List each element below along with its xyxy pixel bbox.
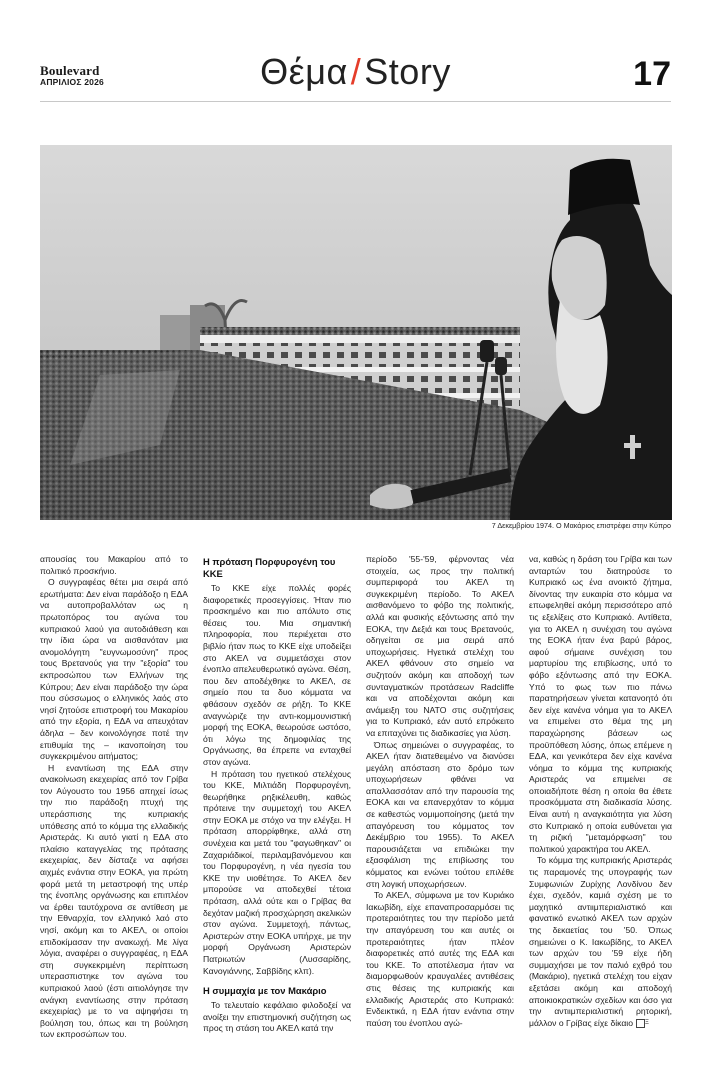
issue-date: ΑΠΡΙΛΙΟΣ 2026 [40,77,104,87]
paragraph: Το ΚΚΕ είχε πολλές φορές διαφορετικές προσεγγίσεις. Ήταν πιο προσκημένο και πιο απόλυτο στις θέσεις του. Μια σημαντική πληροφορία, που περιέχεται στο βιβλίο ήταν πως το ΚΚΕ είχε υποδείξει στο ΑΚΕΛ να συμμετάσχει στον ένοπλο απελευθερωτικό αγώνα. Θέση, που δεν αποδέχθηκε το ΑΚΕΛ, σε σημείο που τα δυο κόμματα να φθάσουν σχεδόν σε ρήξη. Το ΚΚΕ αναγνώριζε την αντι-κομμουνιστική μορφή της ΕΟΚΑ, θεωρούσε ωστόσο, ότι λόγω της δημοφιλίας της Οργάνωσης, θα έπρεπε να ενταχθεί στον αγώνα. [203,583,351,767]
paragraph: Όπως σημειώνει ο συγγραφέας, το ΑΚΕΛ ήταν διατεθειμένο να διανύσει μεγάλη απόσταση στο δρόμο των υποχωρήσεων φθάνει να απαλλασσόταν από την παρουσία της ΕΟΚΑ και να επανερχόταν το κόμμα σε καθεστώς νομιμοποίησης (μετά την απαγόρευση του κόμματος τον Δεκέμβριο του 1955). Το ΑΚΕΛ παρουσιάζεται να επιδιώκει την εξασφάλιση της επιβίωσης του κόμματος και ενώνει τούτου επιλέθε στη λογική υποχωρήσεων. [366,739,514,889]
paragraph: Ο συγγραφέας θέτει μια σειρά από ερωτήματα: Δεν είναι παράδοξο η ΕΔΑ να αυτοπροβαλλόταν ως η πρωτοπόρος του αγώνα του κυπριακού λαού για αυτοδιάθεση και την ίδια ώρα να αισθανόταν μια ανομολόγητη "ευγνωμοσύνη" προς τους Βρετανούς για την "εξορία" του εκπροσώπου των Ελλήνων της Κύπρου; Δεν είναι παράδοξο την ώρα που σύσσωμος ο ελληνικός λαός στο νησί ζητούσε επιστροφή του Μακαρίου από την εξορία, η ΕΔΑ να απευχόταν άδηλα – δεν κοινολόγησε ποτέ την επιθυμία της – ικανοποίηση του συγκεκριμένου αιτήματος; [40,577,188,762]
hero-photo-illustration [40,145,672,520]
section-title-greek: Θέμα [260,51,348,92]
paragraph: περίοδο '55-'59, φέρνοντας νέα στοιχεία, ως προς την πολιτική συμπεριφορά του ΑΚΕΛ τη συγκεκριμένη περίοδο. Το ΑΚΕΛ αισθανόμενο το φόβο της πολιτικής, αλλά και φυσικής εξόντωσης από την ΕΟΚΑ, την Δεξιά και τους Βρετανούς, οδηγείται σε μια σειρά από υποχωρήσεις. Ηγετικά στελέχη του ΑΚΕΛ φθάνουν στο σημείο να συζητούν ακόμη και αποδοχή των συνταγματικών προτάσεων Radcliffe και να αποδέχονται ακόμη και ανάμειξη του ΝΑΤΟ στις συζητήσεις για το Κυπριακό, εάν αυτό επρόκειτο να επιταχύνει τις διαδικασίες για λύση. [366,554,514,738]
article-end-icon: Ξ [636,1019,645,1028]
magazine-brand: Boulevard [40,63,100,78]
header-divider [40,101,671,102]
paragraph: Το τελευταίο κεφάλαιο φιλοδοξεί να ανοίξει την επιστημονική συζήτηση ως προς τη στάση του ΑΚΕΛ κατά την [203,1000,351,1034]
article-column-2 [203,554,351,1074]
page-number: 17 [633,55,671,93]
paragraph: Η εναντίωση της ΕΔΑ στην ανακοίνωση εκεχειρίας από τον Γρίβα τον Αύγουστο του 1956 απηχεί ίσως την πιο παράδοξη πτυχή της υπεράσπισης της κυπριακής υπόθεσης από το κόμμα της ελλαδικής Αριστεράς. Κι αυτό γιατί η ΕΔΑ στο πλαίσιο καταγγελίας της πρότασης εκεχειρίας, δεν δίσταζε να αφήσει αιχμές ενάντια στην ΕΟΚΑ, για πρώτη φορά μετά τη μεταστροφή της υπέρ της ένοπλης οργάνωσης και επιπλέον να έρθει ταυτόχρονα σε αντίθεση με την Εθναρχία, τον ελληνικό λαό στο νησί, ακόμη και το ΑΚΕΛ, οι οποίοι επιδοκίμασαν την ανακωχή. Με λίγα λόγια, αναφέρει ο συγγραφέας, η ΕΔΑ στη συγκεκριμένη περίπτωση υπερασπιστηκε τον αγώνα του κυπριακού λαού (έστι αιτιολόγησε την ανάγκη εναντίωσης στην πρόταση εκεχειρίας) με το να αψηφήσει τη βούληση του, όπως και τη βούληση των εκπροσώπων του. [40,762,188,1040]
paragraph-text: Το κόμμα της κυπριακής Αριστεράς τις παραμονές της υπογραφής των Συμφωνιών Ζυρίχης Λονδίνου δεν έχει, σχεδόν, καμιά σχέση με το μαχητικό αντιιμπεριαλιστικό και φανατικό ενωτικό ΑΚΕΛ των αρχών της δεκαετίας του '50. Όπως σημειώνει ο Κ. Ιακωβίδης, το ΑΚΕΛ των αρχών του '59 είχε ήδη συμμαχήσει με τον παλιό εχθρό του (Μακάριο), ηγετικά στελέχη του είχαν εξετάσει ακόμη και αποδοχή αποικιοκρατικών σχεδίων και όσο για την αντιιμπεριαλιστική ρητορική, μάλλον ο Γρίβας είχε δίκαιο [529,855,672,1028]
article-column-1 [40,554,188,1074]
article-column-3 [366,554,514,1074]
section-title-slash: / [350,51,362,92]
paragraph [529,855,672,1029]
hero-photo [40,145,672,520]
article-column-4 [529,554,672,1074]
paragraph: απουσίας του Μακαρίου από το πολιτικό προσκήνιο. [40,554,188,576]
photo-caption: 7 Δεκεμβρίου 1974. Ο Μακάριος επιστρέφει στην Κύπρο [491,521,671,530]
section-title-english: Story [364,51,451,92]
paragraph: να, καθώς η δράση του Γρίβα και των ανταρτών του διατηρούσε το Κυπριακό ως ένα ανοικτό ζήτημα, δίνοντας την ευκαιρία στο κόμμα να επωφεληθεί ακόμη περισσότερο από τις εξελίξεις στο Κυπριακό. Αντίθετα, για το ΑΚΕΛ η συνέχιση του αγώνα της ΕΟΚΑ ήταν ένα βαρύ βάρος, αφού σήμαινε συνέχιση του μαρτυρίου της επιβίωσης, υπό το φόβο εξόντωσης από την ΕΟΚΑ. Υπό το φως των πιο πάνω παρατηρήσεων γίνεται κατανοητό ότι δεν είχε κανένα νόημα για το ΑΚΕΛ να επιμείνει στο θέμα της μη παραχώρησης βάσεων ως προϋπόθεση λύσης, όπως επέμενε η ΕΔΑ, και γενικότερα δεν είχε κανένα νόημα το κόμμα της κυπριακής Αριστεράς να επιμείνει σε οποιαδήποτε θέση η οποία θα έθετε προσκόμματα στη διαδικασία λύσης. Είναι αυτή η αναγκαιότητα για λύση στο Κυπριακό η οποία ευθύνεται για τη ριζική "μεταμόρφωση" του πολιτικού χαρακτήρα του ΑΚΕΛ. [529,554,672,854]
paragraph: Το ΑΚΕΛ, σύμφωνα με τον Κυριάκο Ιακωβίδη, είχε επαναπροσαρμόσει τις προτεραιότητες του την περίοδο μετά την απαγόρευση του και αυτές οι προτεραιότητες ήταν πλέον διαφορετικές από αυτές της ΕΔΑ και του ΚΚΕ. Το αποτέλεσμα ήταν να διαμορφωθούν κραυγαλέες αντιθέσεις στις θέσεις της κυπριακής και ελλαδικής Αριστεράς στο Κυπριακό: Ενδεικτικά, η ΕΔΑ ήταν ενάντια στην παύση του ένοπλου αγώ- [366,890,514,1028]
subheading-porfyrogenis-proposal: Η πρόταση Πορφυρογένη του ΚΚΕ [203,556,336,579]
subheading-alliance-makarios: Η συμμαχία με τον Μακάριο [203,985,327,997]
section-title [0,50,711,94]
paragraph: Η πρόταση του ηγετικού στελέχους του ΚΚΕ, Μιλτιάδη Πορφυρογένη, θεωρήθηκε ρηξικέλευθη, καθώς πρότεινε την συμμετοχή του ΑΚΕΛ στην ΕΟΚΑ με στόχο να την ελέγξει. Η πρόταση απορρίφθηκε, αλλά στη συνέχεια και μετά του "φαγωθηκαν" οι Ζαχαριάδικοί, περιλαμβανόμενου και του Πορφυρογένη, η νέα ηγεσία του ΚΚΕ την υιοθέτησε. Το ΑΚΕΛ δεν μπορούσε να αποδεχθεί τέτοια πρόταση, αλλά ούτε και ο Γρίβας θα δεχόταν μαζική προσχώρηση ακελικών στον αγώνα. Συμμετοχή, πάντως, Αριστερών στην ΕΟΚΑ υπήρχε, με την μορφή Οργάνωση Αριστερών Πατριωτών (Λυσσαρίδης, Κανογιάννης, Σαββίδης κλπ). [203,768,351,976]
